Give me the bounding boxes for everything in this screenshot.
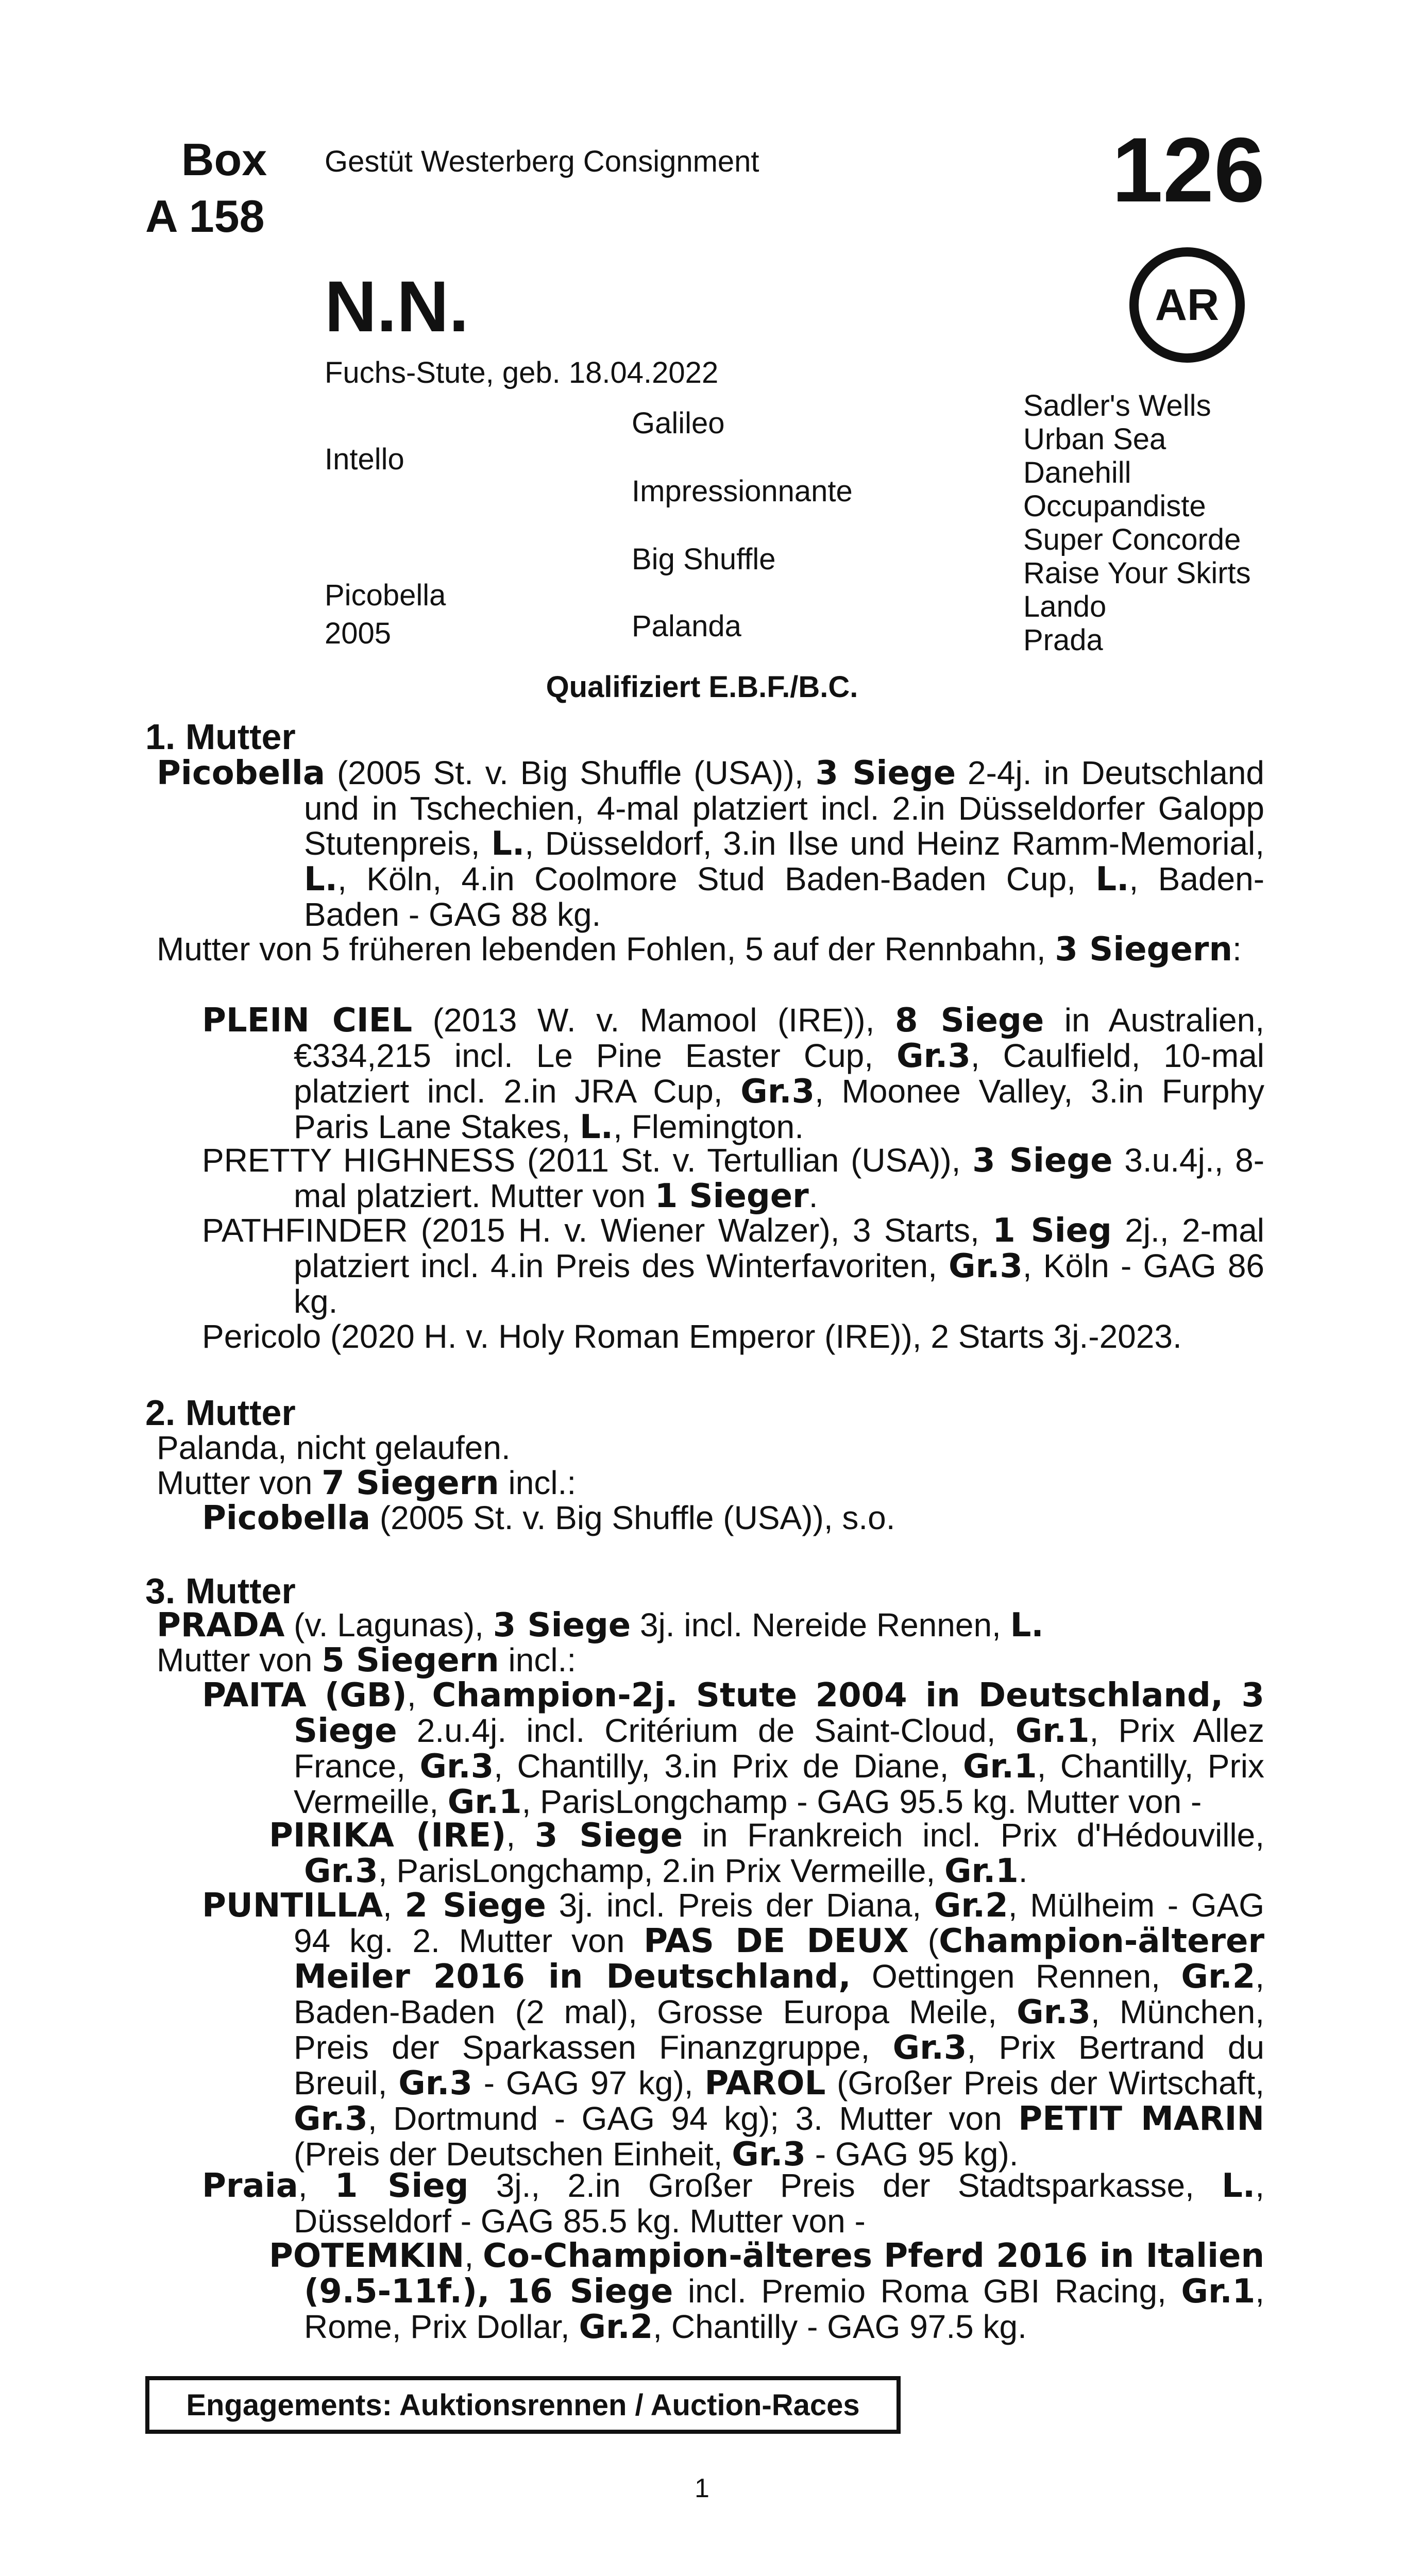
first-dam-record: Picobella (2005 St. v. Big Shuffle (USA)), 3 Siege 2-4j. in Deutschland und in Tschechien, 4-mal platziert incl. 2.in Düsseldorfer Galopp Stutenpreis, L., Düsseldorf, 3.in Ilse und Heinz Ramm-Memorial, L., Köln, 4.in Coolmore Stud Baden-Baden Cup, L., Baden-Baden - GAG 88 kg. [157, 754, 1265, 933]
offspring-puntilla: PUNTILLA, 2 Siege 3j. incl. Preis der Diana, Gr.2, Mülheim - GAG 94 kg. 2. Mutter von PAS DE DEUX (Champion-älterer Meiler 2016 in Deutschland, Oettingen Rennen, Gr.2, Baden-Baden (2 mal), Grosse Europa Meile, Gr.3, München, Preis der Sparkassen Finanzgruppe, Gr.3, Prix Bertrand du Breuil, Gr.3 - GAG 97 kg), PAROL (Großer Preis der Wirtschaft, Gr.3, Dortmund - GAG 94 kg); 3. Mutter von PETIT MARIN (Preis der Deutschen Einheit, Gr.3 - GAG 95 kg). [202, 1887, 1265, 2174]
pedigree-grandparent: Galileo [632, 406, 725, 440]
pedigree-great-grandparent: Urban Sea [1023, 422, 1166, 456]
pedigree-great-grandparent: Lando [1023, 590, 1107, 623]
pedigree-grandparent: Impressionnante [632, 474, 853, 508]
engagements-box: Engagements: Auktionsrennen / Auction-Races [145, 2376, 901, 2434]
ar-badge: AR [1129, 247, 1245, 363]
pedigree-great-grandparent: Prada [1023, 623, 1103, 657]
page-number: 1 [695, 2473, 709, 2503]
box-number: A 158 [145, 191, 265, 242]
pedigree-grandparent: Palanda [632, 609, 741, 643]
pedigree-great-grandparent: Occupandiste [1023, 489, 1206, 523]
offspring-plein-ciel: PLEIN CIEL (2013 W. v. Mamool (IRE)), 8 Siege in Australien, €334,215 incl. Le Pine Easter Cup, Gr.3, Caulfield, 10-mal platziert incl. 2.in JRA Cup, Gr.3, Moonee Valley, 3.in Furphy Paris Lane Stakes, L., Flemington. [202, 1002, 1265, 1146]
offspring-pretty-highness: PRETTY HIGHNESS (2011 St. v. Tertullian (USA)), 3 Siege 3.u.4j., 8-mal platziert. Mutter von 1 Sieger. [202, 1142, 1264, 1215]
pedigree-great-grandparent: Danehill [1023, 456, 1131, 489]
second-dam-produce-summary: Mutter von 7 Siegern incl.: [157, 1464, 577, 1502]
offspring-pirika: PIRIKA (IRE), 3 Siege in Frankreich incl. Prix d'Hédouville, Gr.3, ParisLongchamp, 2.in Prix Vermeille, Gr.1. [269, 1817, 1265, 1890]
second-dam-offspring-picobella: Picobella (2005 St. v. Big Shuffle (USA)), s.o. [202, 1499, 895, 1537]
third-dam-heading: 3. Mutter [145, 1571, 296, 1611]
pedigree-grandparent: Big Shuffle [632, 543, 776, 576]
offspring-potemkin: POTEMKIN, Co-Champion-älteres Pferd 2016 in Italien (9.5-11f.), 16 Siege incl. Premio Roma GBI Racing, Gr.1, Rome, Prix Dollar, Gr.2, Chantilly - GAG 97.5 kg. [269, 2237, 1265, 2346]
pedigree-sire: Intello [325, 443, 404, 476]
pedigree-great-grandparent: Sadler's Wells [1023, 389, 1211, 422]
offspring-pericolo: Pericolo (2020 H. v. Holy Roman Emperor (IRE)), 2 Starts 3j.-2023. [202, 1318, 1182, 1355]
second-dam-record: Palanda, nicht gelaufen. [157, 1429, 511, 1466]
pedigree-great-grandparent: Super Concorde [1023, 523, 1241, 556]
second-dam-heading: 2. Mutter [145, 1393, 296, 1433]
qualification: Qualifiziert E.B.F./B.C. [546, 670, 858, 704]
offspring-praia: Praia, 1 Sieg 3j., 2.in Großer Preis der Stadtsparkasse, L., Düsseldorf - GAG 85.5 kg. Mutter von - [202, 2167, 1264, 2240]
first-dam-heading: 1. Mutter [145, 717, 296, 757]
horse-name: N.N. [325, 266, 469, 347]
horse-description: Fuchs-Stute, geb. 18.04.2022 [325, 356, 719, 389]
first-dam-produce-summary: Mutter von 5 früheren lebenden Fohlen, 5 auf der Rennbahn, 3 Siegern: [157, 930, 1242, 969]
offspring-pathfinder: PATHFINDER (2015 H. v. Wiener Walzer), 3 Starts, 1 Sieg 2j., 2-mal platziert incl. 4.in Preis des Winterfavoriten, Gr.3, Köln - GAG 86 kg. [202, 1212, 1265, 1320]
third-dam-record: PRADA (v. Lagunas), 3 Siege 3j. incl. Nereide Rennen, L. [157, 1606, 1044, 1645]
pedigree-dam-year: 2005 [325, 617, 392, 650]
pedigree-dam: Picobella [325, 579, 446, 612]
offspring-paita: PAITA (GB), Champion-2j. Stute 2004 in Deutschland, 3 Siege 2.u.4j. incl. Critérium de Saint-Cloud, Gr.1, Prix Allez France, Gr.3, Chantilly, 3.in Prix de Diane, Gr.1, Chantilly, Prix Vermeille, Gr.1, ParisLongchamp - GAG 95.5 kg. Mutter von - [202, 1676, 1265, 1821]
third-dam-produce-summary: Mutter von 5 Siegern incl.: [157, 1641, 577, 1680]
pedigree-great-grandparent: Raise Your Skirts [1023, 556, 1251, 590]
consignor: Gestüt Westerberg Consignment [325, 145, 759, 178]
lot-number: 126 [1112, 118, 1265, 221]
box-label: Box [181, 134, 267, 185]
